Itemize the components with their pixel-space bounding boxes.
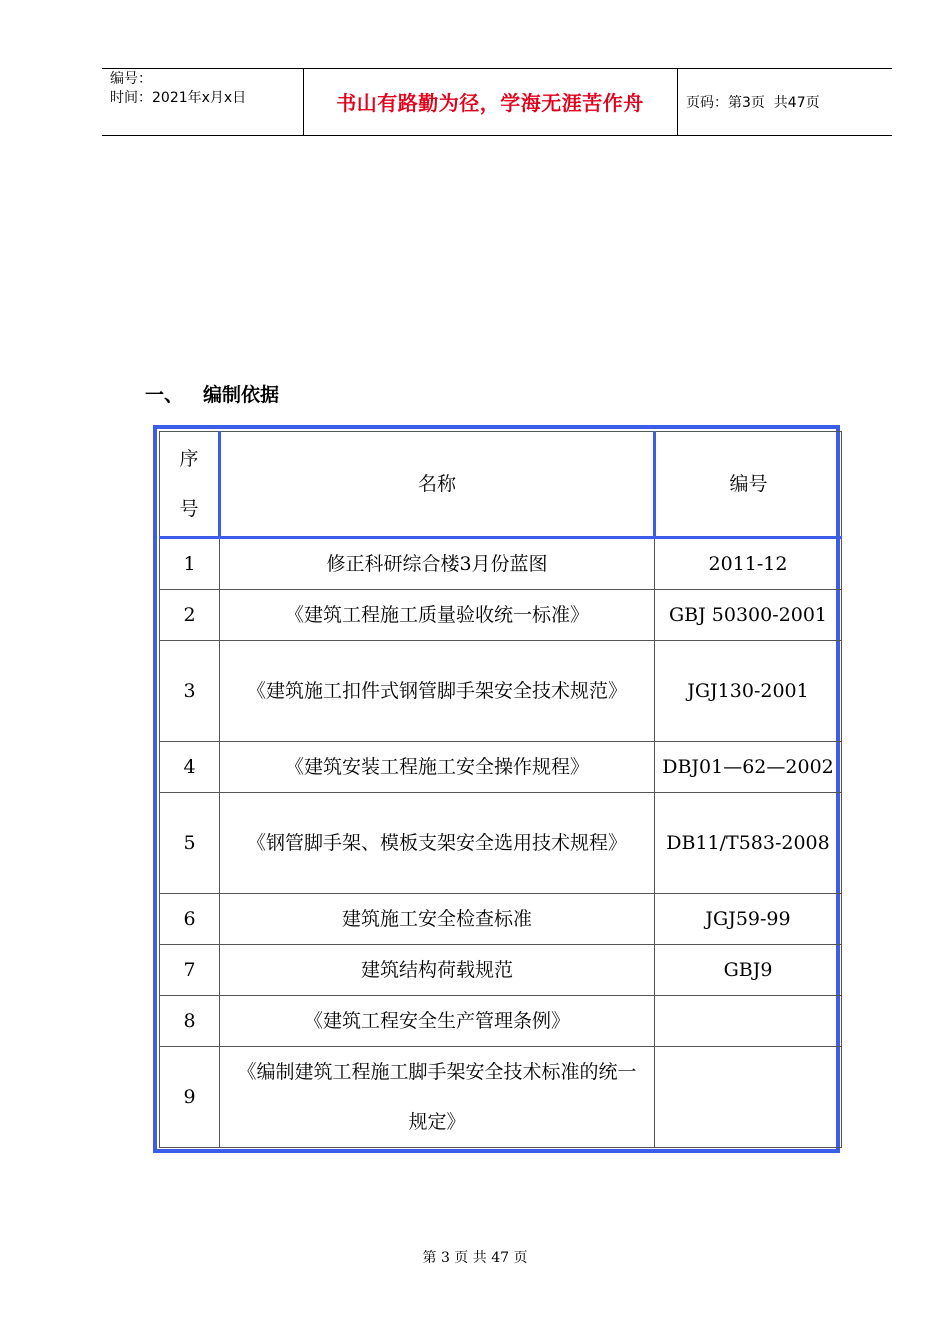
row-name: 建筑结构荷载规范	[220, 945, 655, 996]
header-seq: 序号	[160, 432, 220, 538]
row-code: JGJ130-2001	[655, 641, 842, 742]
header-name: 名称	[220, 432, 655, 538]
row-name: 《建筑施工扣件式钢管脚手架安全技术规范》	[220, 641, 655, 742]
row-code: 2011-12	[655, 538, 842, 590]
code-label: 编号：	[110, 71, 152, 87]
date-line: 时间：2021年x月x日	[110, 90, 247, 106]
row-seq: 2	[160, 590, 220, 641]
row-name: 《编制建筑工程施工脚手架安全技术标准的统一规定》	[220, 1047, 655, 1148]
row-code: DBJ01—62—2002	[655, 742, 842, 793]
header-motto: 书山有路勤为径，学海无涯苦作舟	[336, 91, 644, 115]
row-seq: 5	[160, 793, 220, 894]
row-code: DB11/T583-2008	[655, 793, 842, 894]
row-name: 建筑施工安全检查标准	[220, 894, 655, 945]
row-name: 《钢管脚手架、模板支架安全选用技术规程》	[220, 793, 655, 894]
row-name: 《建筑工程施工质量验收统一标准》	[220, 590, 655, 641]
table-row	[160, 996, 842, 1047]
row-seq: 1	[160, 538, 220, 590]
header-meta	[110, 70, 300, 108]
row-seq: 4	[160, 742, 220, 793]
row-seq: 8	[160, 996, 220, 1047]
table-row	[160, 945, 842, 996]
row-seq: 6	[160, 894, 220, 945]
table-row	[160, 793, 842, 894]
header-bottom-rule	[102, 135, 892, 136]
table-row	[160, 641, 842, 742]
section-number: 一、	[145, 384, 184, 406]
row-name: 《建筑工程安全生产管理条例》	[220, 996, 655, 1047]
table-row	[160, 1047, 842, 1148]
row-code	[655, 996, 842, 1047]
header-code: 编号	[655, 432, 842, 538]
row-seq: 7	[160, 945, 220, 996]
page-footer: 第 3 页 共 47 页	[422, 1250, 528, 1266]
section-title: 编制依据	[203, 384, 280, 406]
row-code	[655, 1047, 842, 1148]
row-code: GBJ 50300-2001	[655, 590, 842, 641]
section-heading	[145, 380, 279, 407]
row-name: 《建筑安装工程施工安全操作规程》	[220, 742, 655, 793]
table-row	[160, 742, 842, 793]
table-row	[160, 538, 842, 590]
table-header-row	[160, 432, 842, 538]
row-name: 修正科研综合楼3月份蓝图	[220, 538, 655, 590]
table-row	[160, 590, 842, 641]
row-code: JGJ59-99	[655, 894, 842, 945]
row-seq: 3	[160, 641, 220, 742]
header-divider	[677, 68, 678, 135]
row-code: GBJ9	[655, 945, 842, 996]
header-page-info: 页码：第3页 共47页	[686, 94, 820, 111]
row-seq: 9	[160, 1047, 220, 1148]
table-row	[160, 894, 842, 945]
basis-table	[159, 431, 842, 1148]
